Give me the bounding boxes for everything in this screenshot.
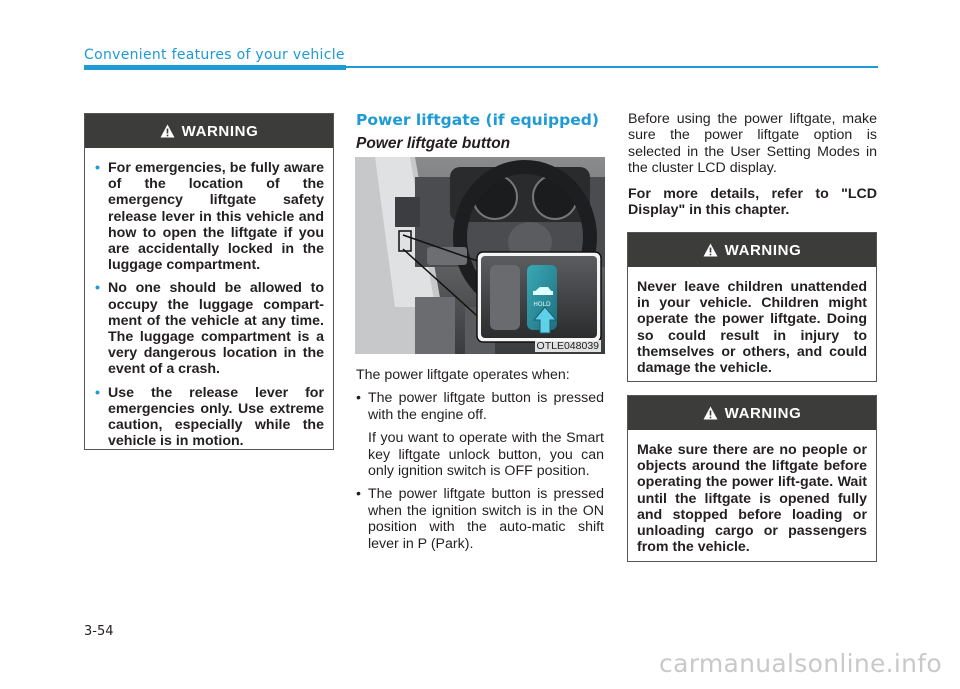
warning-header [628,396,876,430]
warning-item: • No one should be allowed to occupy the luggage compart-ment of the vehicle at any time. The luggage compartment is a very dangerous location in the event of a crash. [95,280,324,378]
warning-triangle-icon [703,243,718,257]
section-header: Convenient features of your vehicle [84,47,345,63]
warning-heading: WARNING [724,404,802,422]
hold-label: HOLD [533,301,551,308]
warning-body [85,148,333,449]
warning-text: Make sure there are no people or objects around the liftgate before operating the power lift-gate. Wait until the liftgate is opened fully and stopped before loading or unloading cargo or passengers from the vehicle. [637,442,867,556]
warning-heading: WARNING [724,241,802,259]
liftgate-description [356,367,604,559]
liftgate-button-photo [355,157,605,354]
image-code: OTLE048039 [536,340,599,352]
dashboard-illustration [355,157,605,354]
intro-text: The power liftgate operates when: [356,367,570,383]
warning-box-obstacles [627,395,877,562]
warning-heading: WARNING [181,122,259,140]
section-title: Power liftgate (if equipped) [356,111,599,129]
setting-instructions: Before using the power liftgate, make sure the power liftgate option is selected in the User Setting Modes in the cluster LCD display. [628,111,877,177]
condition-note: If you want to operate with the Smart key liftgate unlock button, you can only ignition switch is OFF position. [368,430,604,480]
section-subtitle: Power liftgate button [356,135,511,152]
warning-text: Never leave children unattended in your vehicle. Children might operate the power liftgate. Doing so could result in injury to themselves or others, and could damage the vehicle. [637,279,867,377]
condition-item: • The power liftgate button is pressed when the ignition switch is in the ON position with the auto-matic shift lever in P (Park). [356,486,604,552]
right-column-text [628,111,877,227]
header-rule-accent [84,65,346,70]
warning-item: • Use the release lever for emergencies only. Use extreme caution, especially while the vehicle is in motion. [95,384,324,450]
warning-list [94,160,324,449]
warning-box-children [627,232,877,382]
warning-triangle-icon [160,124,175,138]
warning-header [85,114,333,148]
warning-box-left [84,113,334,450]
warning-item: • For emergencies, be fully aware of the location of the emergency liftgate safety release lever in this vehicle and how to open the liftgate if you are accidentally locked in the luggage compartment. [95,160,324,274]
reference-note: For more details, refer to "LCD Display" in this chapter. [628,185,877,219]
warning-triangle-icon [703,406,718,420]
condition-item: • The power liftgate button is pressed with the engine off. [356,390,604,423]
warning-header [628,233,876,267]
watermark: carmanualsonline.info [659,649,942,678]
page-number: 3-54 [84,624,114,639]
